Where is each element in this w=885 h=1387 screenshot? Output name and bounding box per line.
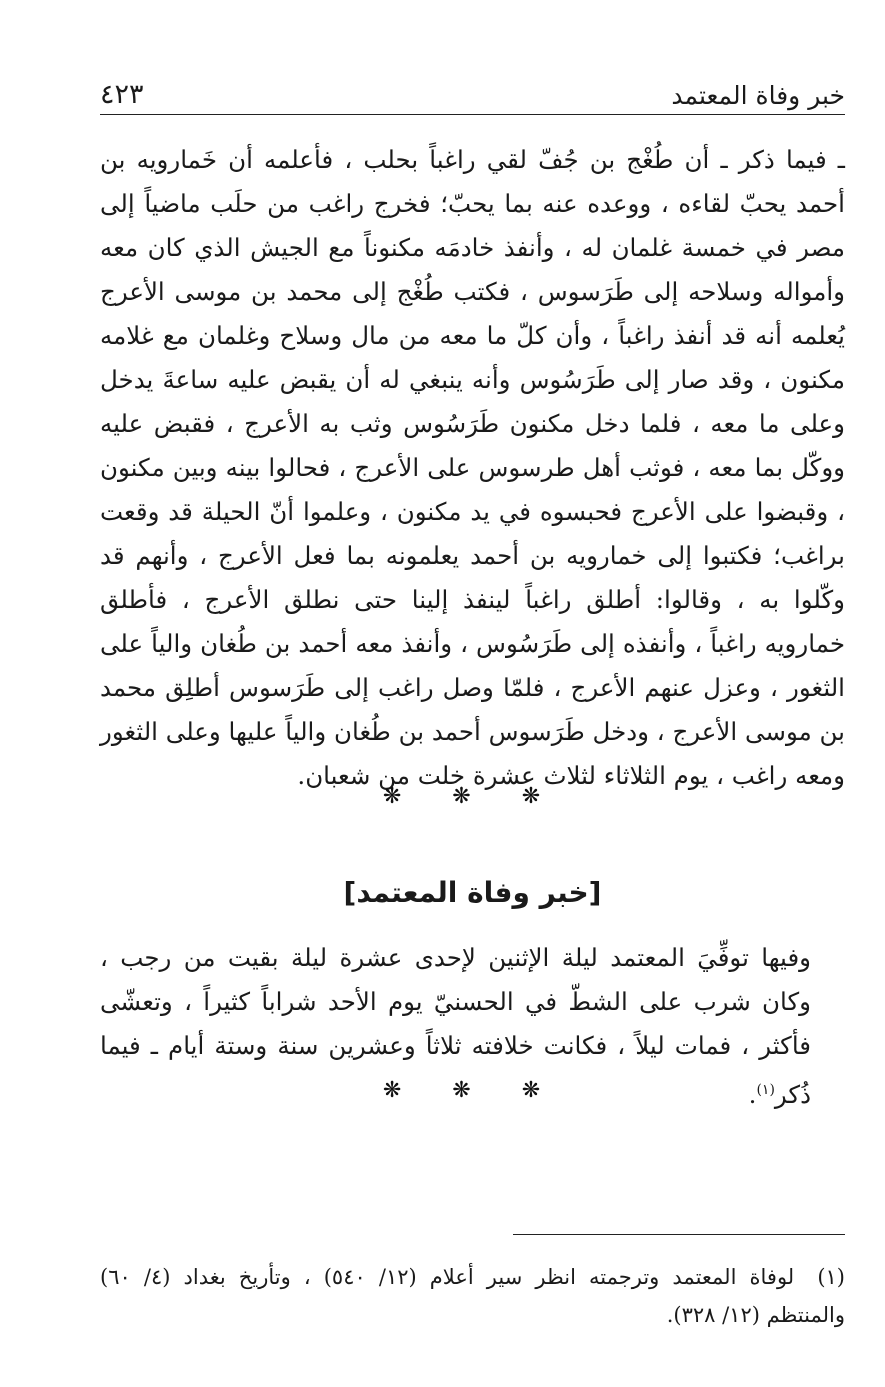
footnote-marker: (١) [817, 1265, 845, 1289]
footnote-text: لوفاة المعتمد وترجمته انظر سير أعلام (١٢/ ٥٤٠) ، وتأريخ بغداد (٤/ ٦٠) والمنتظم (١٢/ ٣٢٨). [100, 1265, 845, 1327]
footnote [100, 1258, 845, 1334]
running-head-title: خبر وفاة المعتمد [671, 81, 845, 110]
footnote-divider [513, 1234, 845, 1235]
main-text-block [100, 138, 845, 798]
asterism-separator: ❋ ❋ ❋ [382, 784, 563, 809]
section-paragraph-end: . [748, 1080, 757, 1110]
section-heading: [خبر وفاة المعتمد] [343, 876, 602, 909]
running-head [100, 68, 845, 115]
section-paragraph-text: وفيها توفِّيَ المعتمد ليلة الإثنين لإحدى عشرة ليلة بقيت من رجب ، وكان شرب على الشطّ في الحسنيّ يوم الأحد شراباً كثيراً ، وتعشّى فأكثر ، فمات ليلاً ، فكانت خلافته ثلاثاً وعشرين سنة وستة أيام ـ فيما ذُكر [100, 943, 811, 1110]
page-number: ٤٢٣ [100, 79, 144, 110]
footnote-reference: (١) [756, 1082, 775, 1098]
body-paragraph: ـ فيما ذكر ـ أن طُغْج بن جُفّ لقي راغباً بحلب ، فأعلمه أن خَمارويه بن أحمد يحبّ لقاءه ، ووعده عنه بما يحبّ؛ فخرج راغب من حلَب ماضياً إلى مصر في خمسة غلمان له ، وأنفذ خادمَه مكنوناً مع الجيش الذي كان معه وأمواله وسلاحه إلى طَرَسوس ، فكتب طُغْج إلى محمد بن موسى الأعرج يُعلمه أنه قد أنفذ راغباً ، وأن كلّ ما معه من مال وسلاح وغلمان مع غلامه مكنون ، وقد صار إلى طَرَسُوس وأنه ينبغي له أن يقبض عليه ساعةَ يدخل وعلى ما معه ، فلما دخل مكنون طَرَسُوس وثب به الأعرج ، فقبض عليه ووكّل بما معه ، فوثب أهل طرسوس على الأعرج ، فحالوا بينه وبين مكنون ، وقبضوا على الأعرج فحبسوه في يد مكنون ، وعلموا أنّ الحيلة قد وقعت براغب؛ فكتبوا إلى خمارويه بن أحمد يعلمونه بما فعل الأعرج ، وأنهم قد وكّلوا به ، وقالوا: أطلق راغباً لينفذ إلينا حتى نطلق الأعرج ، فأطلق خمارويه راغباً ، وأنفذه إلى طَرَسُوس ، وأنفذ معه أحمد بن طُغان والياً على الثغور ، وعزل عنهم الأعرج ، فلمّا وصل راغب إلى طَرَسوس أطلِق محمد بن موسى الأعرج ، ودخل طَرَسوس أحمد بن طُغان والياً عليها وعلى الثغور ومعه راغب ، يوم الثلاثاء لثلاث عشرة خلت من شعبان. [100, 145, 846, 790]
asterism-separator-2: ❋ ❋ ❋ [382, 1078, 563, 1103]
